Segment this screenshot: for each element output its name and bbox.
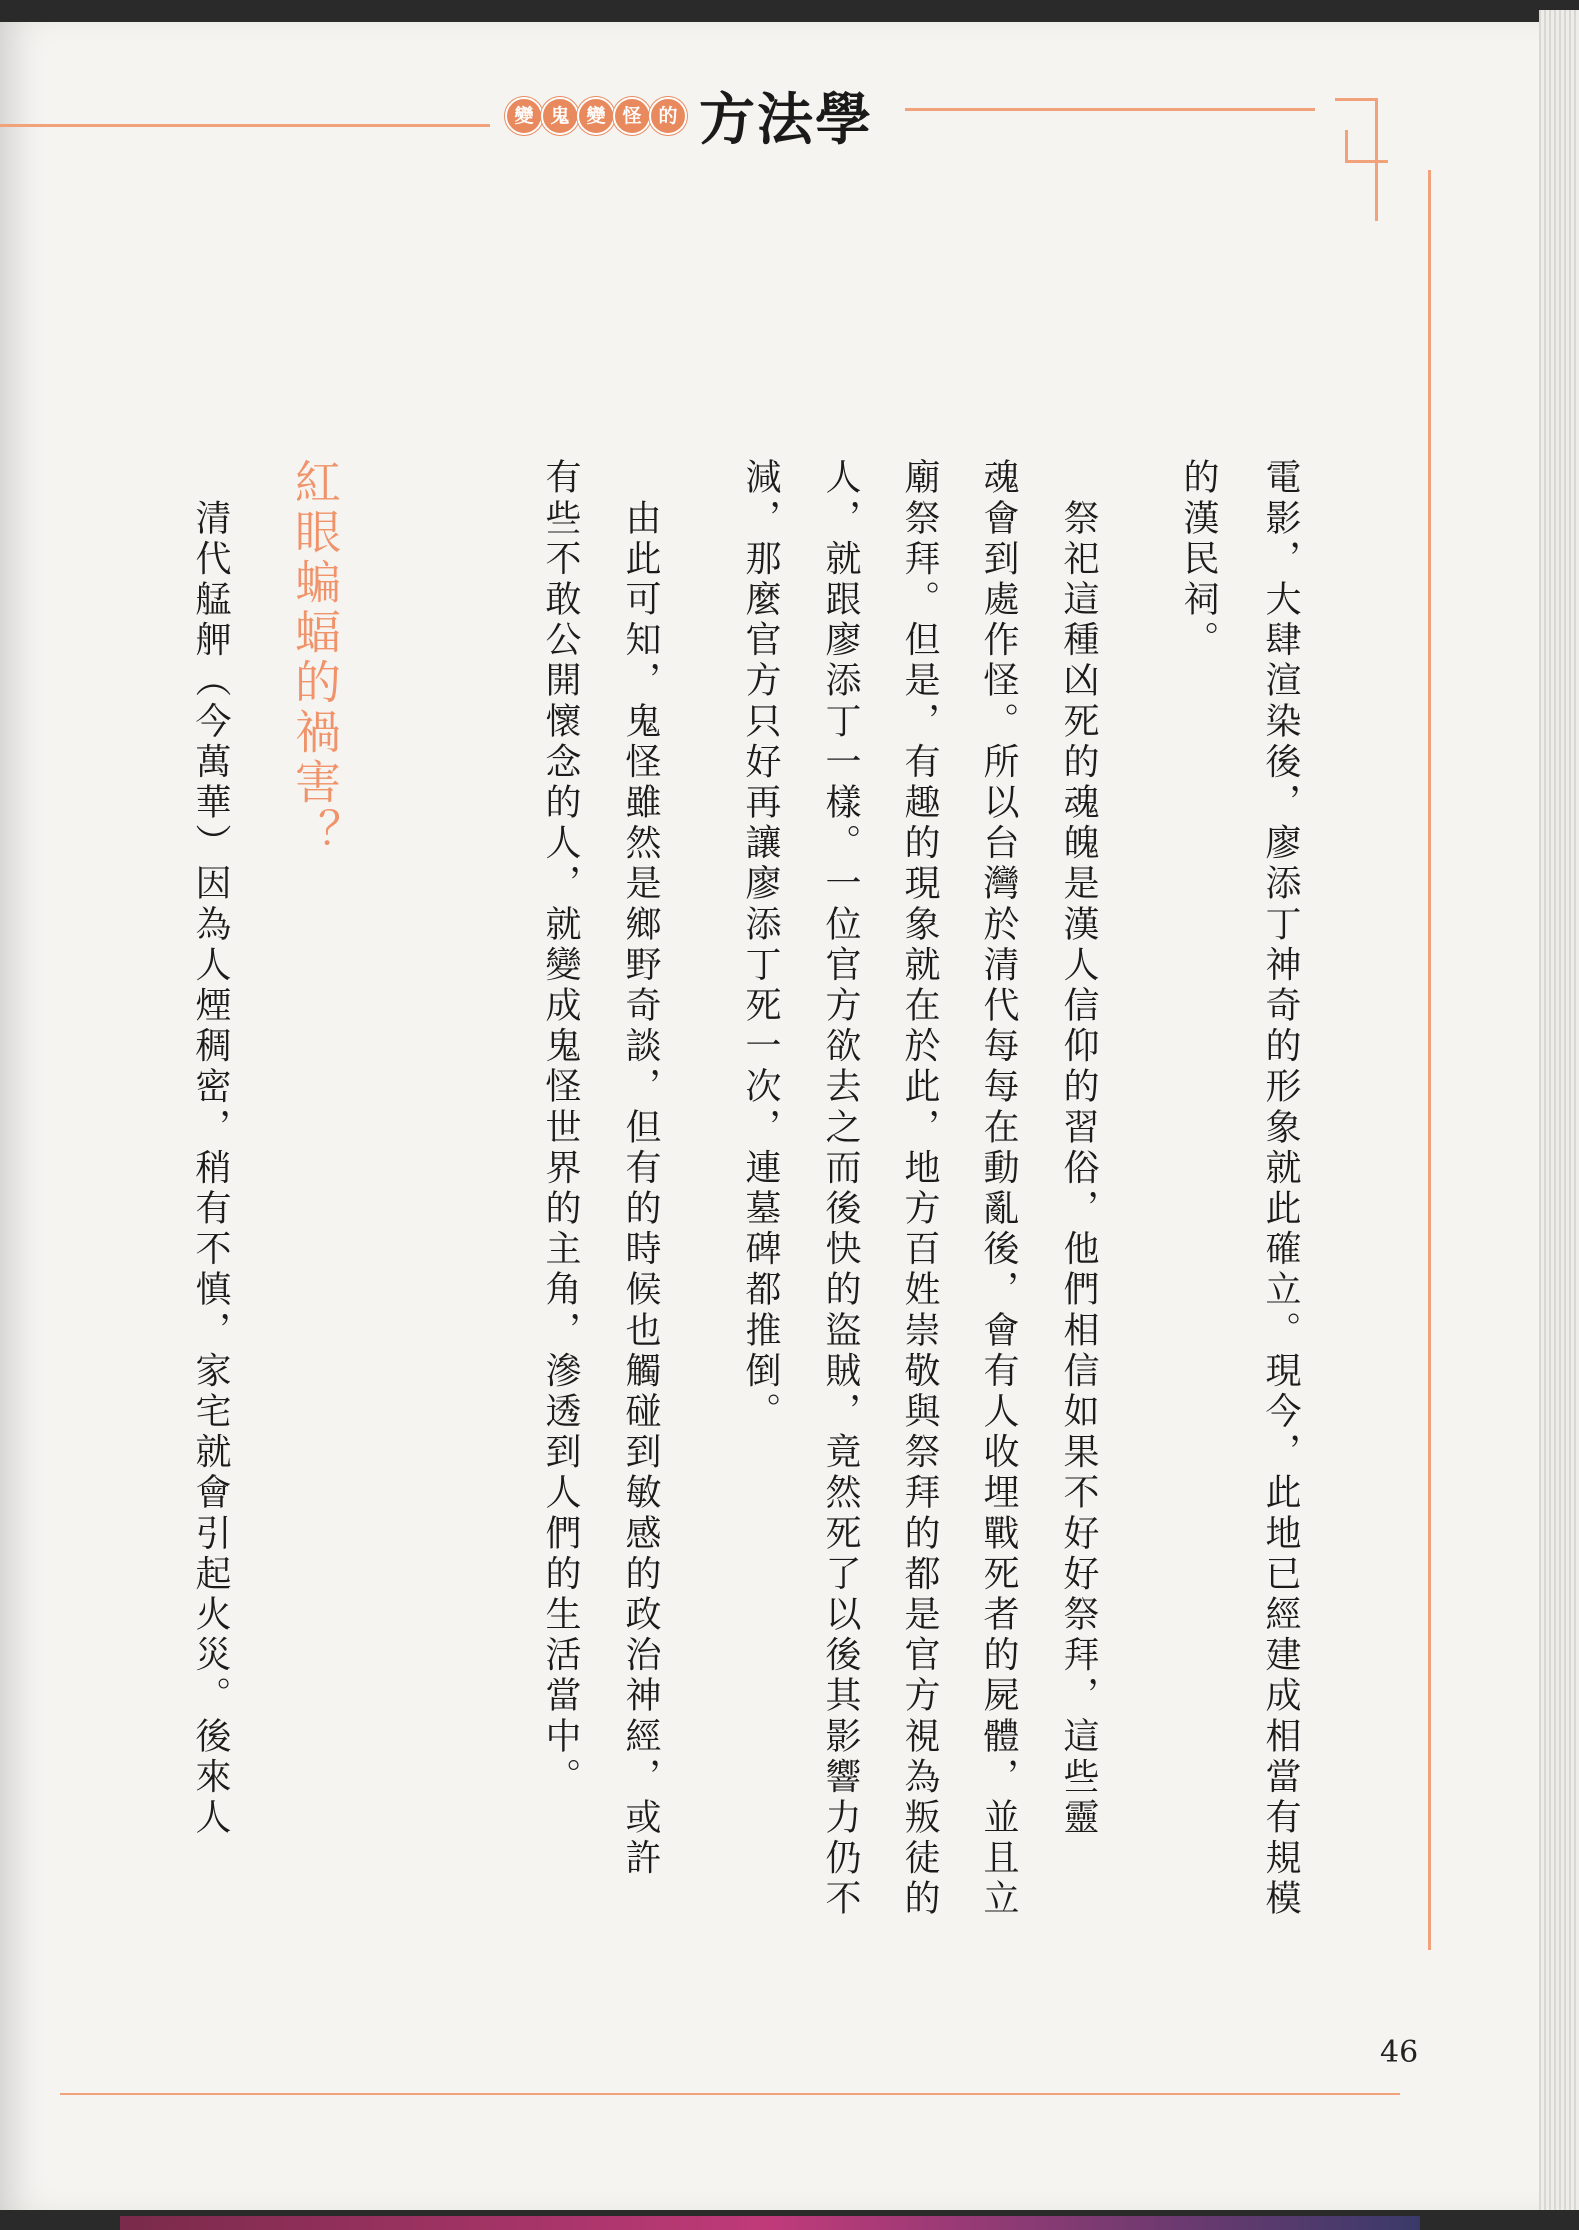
text-column-5: 廟祭拜。但是，有趣的現象就在於此，地方百姓崇敬與祭拜的都是官方視為叛徒的: [899, 458, 940, 1920]
scan-bottom-edge: [120, 2216, 1420, 2230]
page-number: 46: [1380, 2035, 1419, 2070]
text-column-6: 人，就跟廖添丁一樣。一位官方欲去之而後快的盜賊，竟然死了以後其影響力仍不: [820, 458, 861, 1920]
header-rule-left: [0, 124, 490, 127]
text-column-4: 魂會到處作怪。所以台灣於清代每每在動亂後，會有人收埋戰死者的屍體，並且立: [978, 458, 1019, 1920]
running-header: [505, 76, 873, 156]
text-column-8: 由此可知，鬼怪雖然是鄉野奇談，但有的時候也觸碰到敏感的政治神經，或許: [620, 458, 661, 1879]
text-column-7: 減，那麼官方只好再讓廖添丁死一次，連墓碑都推倒。: [740, 458, 781, 1433]
section-text-column-1: 清代艋舺（今萬華）因為人煙稠密，稍有不慎，家宅就會引起火災。後來人: [190, 458, 231, 1839]
header-title: 方法學: [699, 88, 873, 153]
header-rule-right: [905, 108, 1315, 111]
text-column-2: 的漢民祠。: [1178, 458, 1219, 661]
section-heading: 紅眼蝙蝠的禍害？: [288, 458, 342, 858]
header-rule-vertical: [1428, 170, 1431, 1950]
footer-rule: [60, 2093, 1400, 2095]
text-column-9: 有些不敢公開懷念的人，就變成鬼怪世界的主角，滲透到人們的生活當中。: [540, 458, 581, 1798]
header-char-5: 的: [649, 97, 687, 135]
header-char-3: 變: [577, 97, 615, 135]
header-char-4: 怪: [613, 97, 651, 135]
header-char-1: 變: [505, 97, 543, 135]
page-edge: [1539, 10, 1579, 2210]
text-column-1: 電影，大肆渲染後，廖添丁神奇的形象就此確立。現今，此地已經建成相當有規模: [1260, 458, 1301, 1920]
header-char-2: 鬼: [541, 97, 579, 135]
text-column-3: 祭祀這種凶死的魂魄是漢人信仰的習俗，他們相信如果不好好祭拜，這些靈: [1058, 458, 1099, 1839]
header-fret-ornament-inner: [1345, 130, 1388, 163]
